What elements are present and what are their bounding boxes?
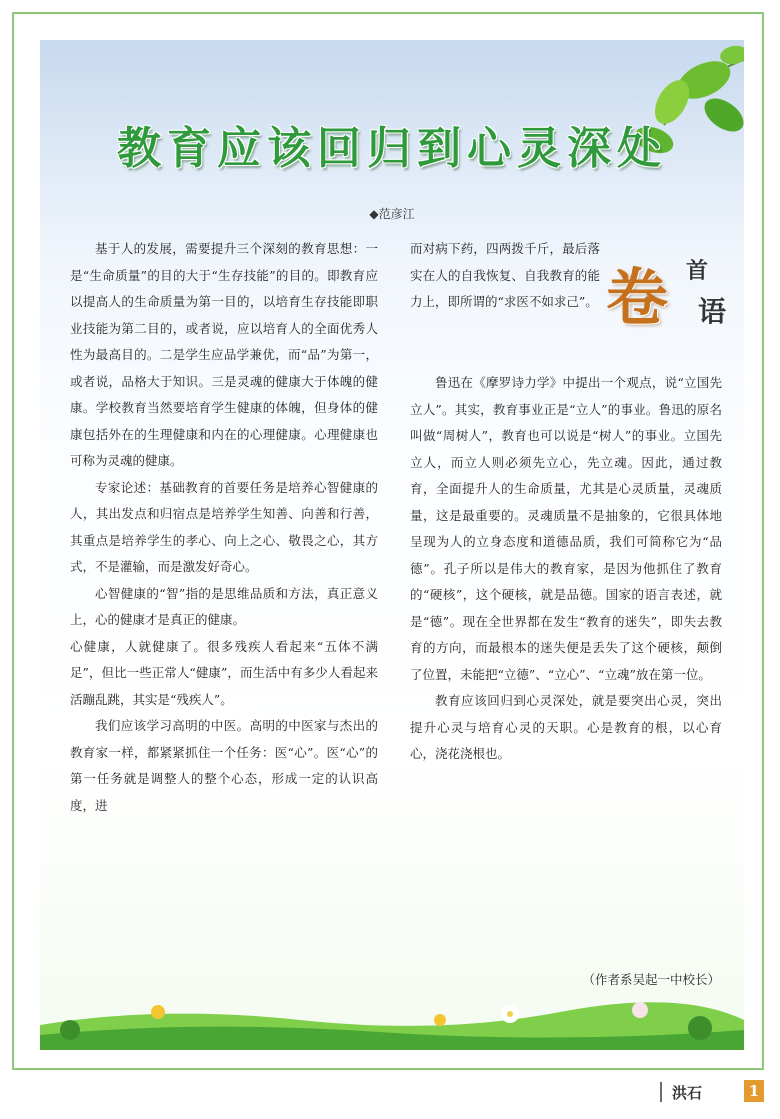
column-tag: [606, 248, 736, 348]
paragraph: 心智健康的“智”指的是思维品质和方法，真正意义上，心的健康才是真正的健康。: [70, 585, 378, 627]
footer-divider: [660, 1082, 662, 1102]
paragraph: 我们应该学习高明的中医。高明的中医家与杰出的教育家一样，都紧紧抓住一个任务：医“心”。医“心”的第一任务就是调整人的整个心态，形成一定的认识高度，进: [70, 718, 378, 813]
right-column-top: [410, 236, 600, 316]
column-tag-small-top: 首: [686, 258, 709, 284]
magazine-name: 洪石: [672, 1084, 703, 1102]
article-title: 教育应该回归到心灵深处: [117, 123, 667, 174]
column-tag-small-bottom: 语: [698, 295, 727, 328]
paragraph: 基于人的发展，需要提升三个深刻的教育思想：一是“生命质量”的目的大于“生存技能”的目的。即教育应以提高人的生命质量为第一目的，以培育生存技能即职业技能为第二目的，或者说，应以培育人的全面优秀人性为最高目的。二是学生应品学兼优，而“品”为第一，或者说，品格大于知识。三是灵魂的健康大于体魄的健康。学校教育当然要培育学生健康的体魄，但身体的健康包括外在的生理健康和内在的心理健康。心理健康也可称为灵魂的健康。: [70, 241, 378, 468]
article-panel: [40, 40, 744, 1050]
author-signature: （作者系吴起一中校长）: [582, 972, 720, 987]
left-column: [70, 236, 378, 819]
column-tag-big: 卷: [606, 261, 669, 334]
paragraph: 而对病下药，四两拨千斤，最后落实在人的自我恢复、自我教育的能力上，即所谓的“求医不如求己”。: [410, 241, 600, 309]
paragraph: 心健康，人就健康了。很多残疾人看起来“五体不满足”，但比一些正常人“健康”，而生活中有多少人看起来活蹦乱跳，其实是“残疾人”。: [70, 638, 378, 707]
right-column: [410, 370, 722, 768]
paragraph: 专家论述：基础教育的首要任务是培养心智健康的人，其出发点和归宿点是培养学生知善、向善和行善，其重点是培养学生的孝心、向上之心、敬畏之心，其方式，不是灌输，而是激发好奇心。: [70, 479, 378, 574]
paragraph: 鲁迅在《摩罗诗力学》中提出一个观点，说“立国先立人”。其实，教育事业正是“立人”的事业。鲁迅的原名叫做“周树人”，教育也可以说是“树人”的事业。立国先立人，而立人则必须先立心，先立魂。因此，通过教育，全面提升人的生命质量，尤其是心灵质量，灵魂质量，这是最重要的。灵魂质量不是抽象的，它很具体地呈现为人的立身态度和道德品质，我们可简称它为“品德”。孔子所以是伟大的教育家，是因为他抓住了教育的“硬核”，这个硬核，就是品德。国家的语言表述，就是“德”。现在全世界都在发生“教育的迷失”，即失去教育的方向，而最根本的迷失便是丢失了这个硬核，颠倒了位置，未能把“立德”、“立心”、“立魂”放在第一位。: [410, 375, 722, 682]
grass-decoration: [40, 990, 744, 1050]
author-line: ◆范彦江: [369, 207, 415, 221]
page-footer: [660, 1078, 770, 1104]
page-number: 1: [744, 1080, 764, 1102]
paragraph: 教育应该回归到心灵深处，就是要突出心灵，突出提升心灵与培育心灵的天职。心是教育的根，以心育心，浇花浇根也。: [410, 693, 722, 761]
